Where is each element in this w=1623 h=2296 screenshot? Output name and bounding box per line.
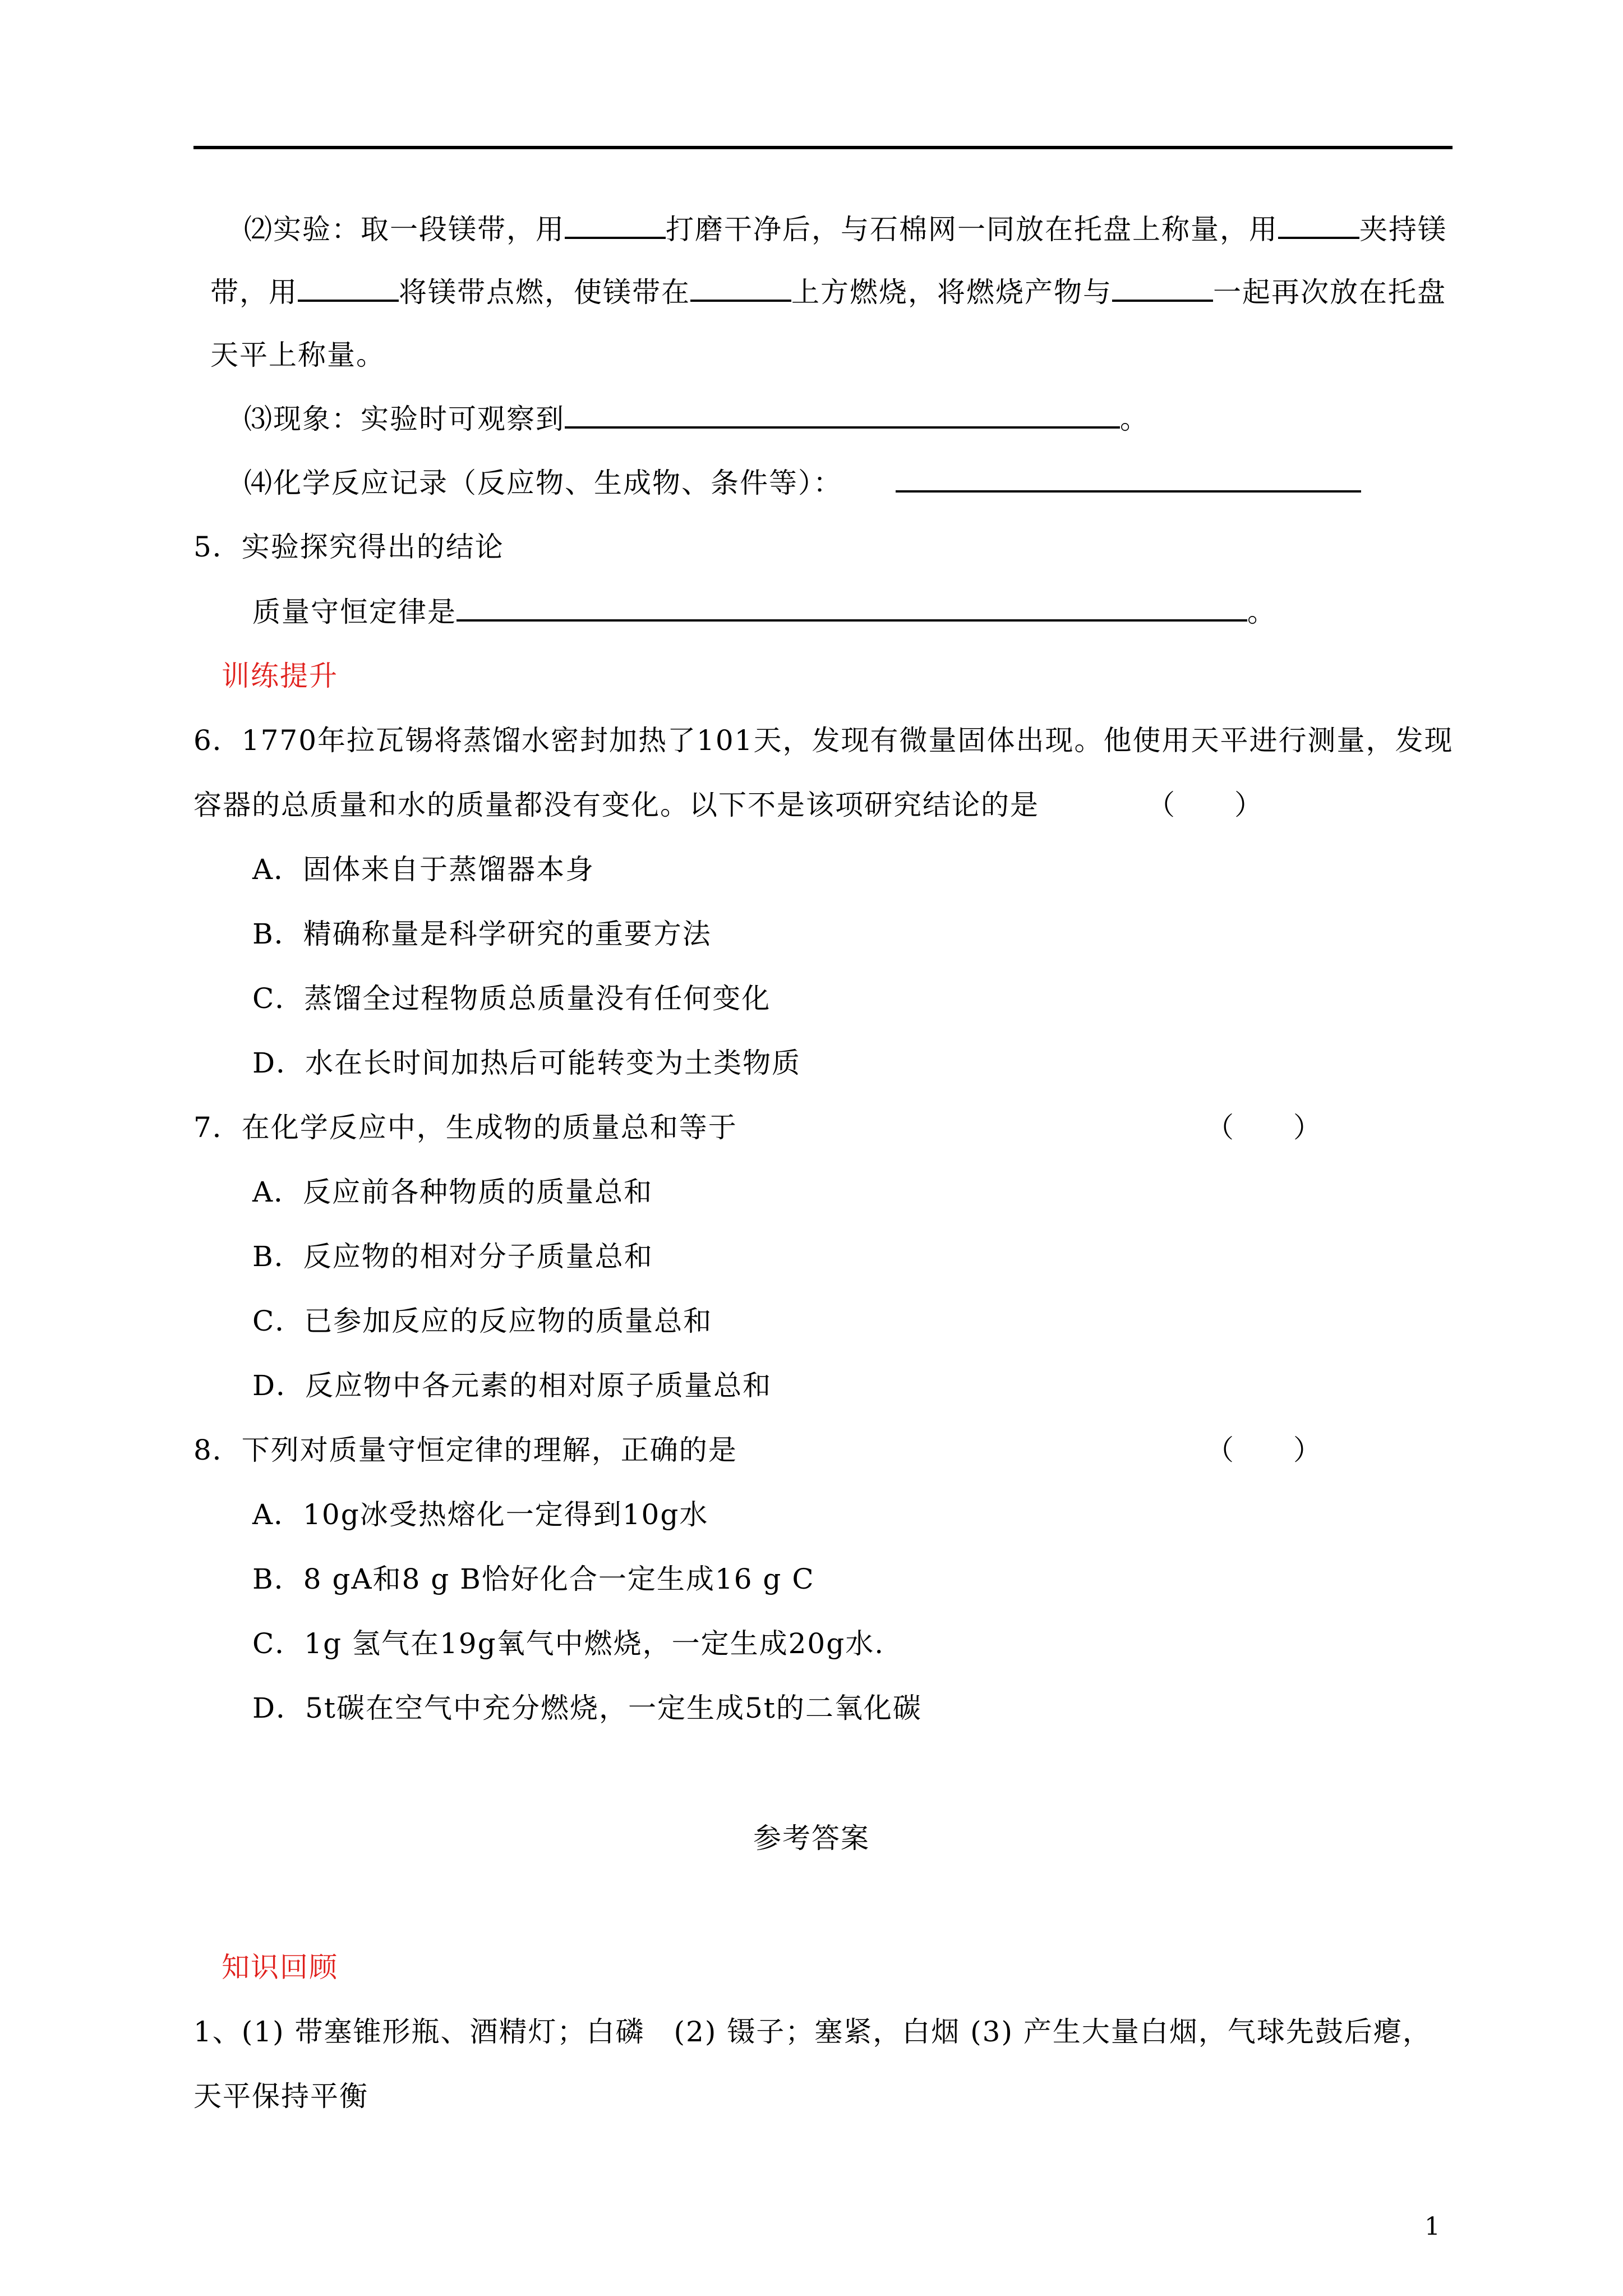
header-rule (193, 146, 1453, 149)
question-text: 容器的总质量和水的质量都没有变化。以下不是该项研究结论的是 (193, 789, 1039, 821)
question-text: 6．1770年拉瓦锡将蒸馏水密封加热了101天，发现有微量固体出现。他使用天平进行测量，发现 (193, 724, 1454, 757)
option: B．8 gA和8 g B恰好化合一定生成16 g C (252, 1563, 815, 1595)
page-number: 1 (1424, 2212, 1440, 2241)
text-line: 带，用 将镁带点燃，使镁带在 上方燃烧，将燃烧产物与 一起再次放在托盘 (210, 276, 1446, 309)
section-heading: 5．实验探究得出的结论 (193, 531, 504, 563)
text-line: 天平上称量。 (210, 339, 385, 371)
option: C．蒸馏全过程物质总质量没有任何变化 (252, 982, 771, 1015)
option: D．反应物中各元素的相对原子质量总和 (252, 1369, 772, 1402)
question-text: 7．在化学反应中，生成物的质量总和等于 (193, 1111, 737, 1144)
text-line: ⑶现象：实验时可观察到 。 (244, 403, 1149, 435)
option: D．5t碳在空气中充分燃烧，一定生成5t的二氧化碳 (252, 1692, 922, 1724)
section-title: 知识回顾 (222, 1951, 338, 1984)
answer-bracket: （ ） (1206, 1111, 1322, 1144)
option: C．1g 氢气在19g氧气中燃烧，一定生成20g水. (252, 1627, 885, 1660)
answer-text: 天平保持平衡 (193, 2080, 368, 2113)
option: C．已参加反应的反应物的质量总和 (252, 1305, 713, 1337)
option: B．精确称量是科学研究的重要方法 (252, 918, 712, 950)
option: D．水在长时间加热后可能转变为土类物质 (252, 1047, 801, 1079)
answer-bracket: （ ） (1147, 789, 1264, 821)
text-line: 质量守恒定律是 。 (252, 596, 1276, 628)
answer-bracket: （ ） (1206, 1434, 1322, 1466)
text-line: ⑷化学反应记录（反应物、生成物、条件等）： (244, 466, 1361, 500)
text-line: ⑵实验：取一段镁带，用 打磨干净后，与石棉网一同放在托盘上称量，用 夹持镁 (244, 213, 1447, 246)
option: B．反应物的相对分子质量总和 (252, 1240, 653, 1273)
option: A．固体来自于蒸馏器本身 (252, 853, 595, 886)
option: A．10g冰受热熔化一定得到10g水 (252, 1498, 709, 1531)
answer-text: 1、(1) 带塞锥形瓶、酒精灯；白磷 (2) 镊子；塞紧，白烟 (3) 产生大量白烟，气球先鼓后瘪， (193, 2016, 1432, 2048)
option: A．反应前各种物质的质量总和 (252, 1176, 653, 1208)
section-title: 训练提升 (222, 660, 338, 692)
question-text: 8．下列对质量守恒定律的理解，正确的是 (193, 1434, 737, 1466)
answers-title: 参考答案 (753, 1822, 870, 1855)
